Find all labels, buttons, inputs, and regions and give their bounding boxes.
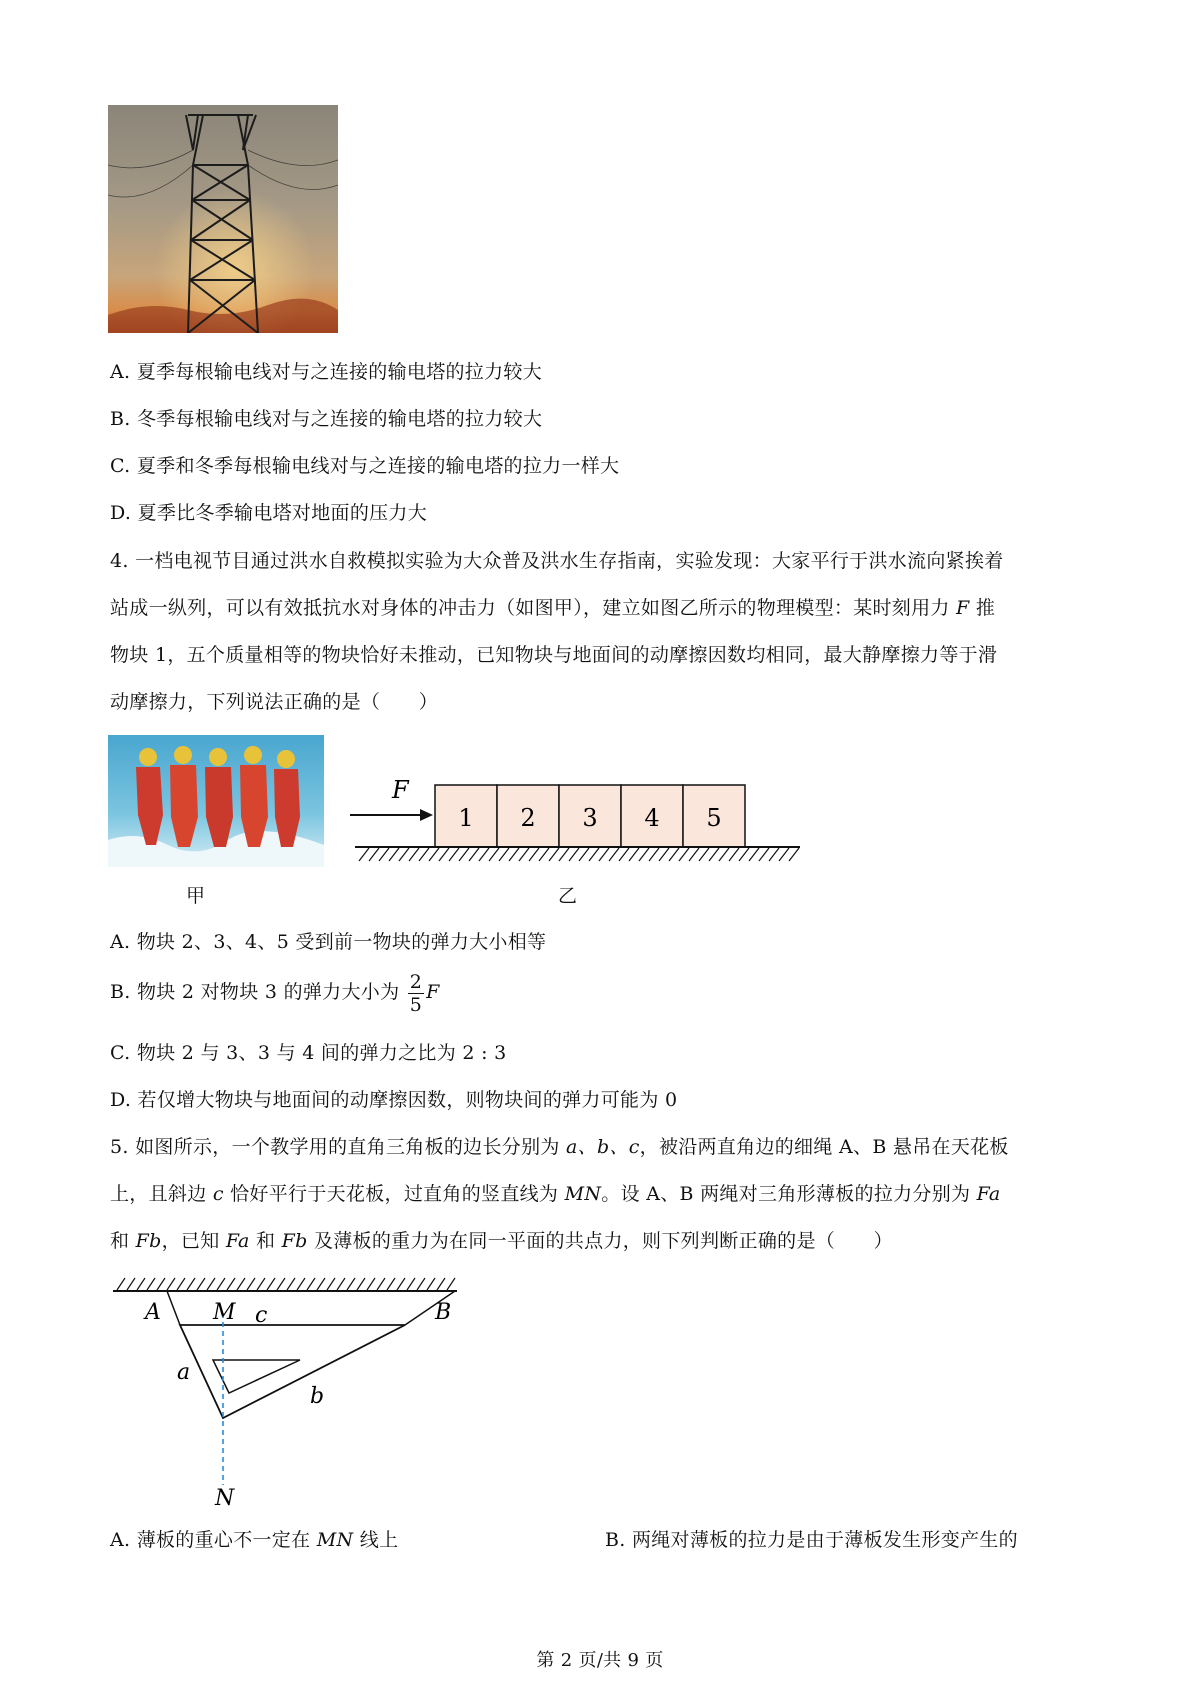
q4-option-d: D. 若仅增大物块与地面间的动摩擦因数，则物块间的弹力可能为 0 [110,1089,678,1111]
q4-stem-line-1: 4. 一档电视节目通过洪水自救模拟实验为大众普及洪水生存指南，实验发现：大家平行于洪水流向紧挨着 [110,550,1004,572]
block-2-label: 2 [520,804,536,832]
block-3 [559,785,621,847]
q5-stem-line-3 [110,1227,893,1255]
force-fb-symbol: Fb [281,1230,308,1252]
q5-option-a [110,1526,398,1554]
q4-stem-line-2-text: 站成一纵列，可以有效抵抗水对身体的冲击力（如图甲），建立如图乙所示的物理模型：某时刻用力 [110,597,950,619]
q5-stem-text: 及薄板的重力为在同一平面的共点力，则下列判断正确的是（ ） [307,1230,893,1252]
label-side-a: a [177,1360,191,1385]
q5-stem-text: 5. 如图所示，一个教学用的直角三角板的边长分别为 [110,1136,567,1158]
force-symbol: F [426,981,440,1003]
block-3-label: 3 [582,804,598,832]
label-a-point: A [145,1300,161,1325]
flood-rescue-photo [108,735,324,867]
q5-stem-text: ，已知 [161,1230,226,1252]
q3-option-d: D. 夏季比冬季输电塔对地面的压力大 [110,502,428,524]
fraction-numerator: 2 [409,970,423,993]
q4-stem-line-2-end: 推 [975,597,996,619]
q5-stem-text: 。设 A、B 两绳对三角形薄板的拉力分别为 [601,1183,977,1205]
q3-option-b: B. 冬季每根输电线对与之连接的输电塔的拉力较大 [110,408,543,430]
q5-stem-text: 上，且斜边 [110,1183,213,1205]
figure-yi-caption: 乙 [558,885,578,907]
label-side-c: c [255,1303,268,1328]
q5-stem-line-1 [110,1133,1009,1161]
block-1 [435,785,497,847]
triangle-plate [180,1325,405,1418]
side-c-symbol: c [212,1183,224,1205]
q5-option-a-end: 线上 [353,1529,399,1551]
force-fa-symbol: Fa [225,1230,250,1252]
triangle-diagram [105,1275,475,1510]
q4-option-c: C. 物块 2 与 3、3 与 4 间的弹力之比为 2 : 3 [110,1042,507,1064]
label-side-b: b [310,1384,325,1409]
triangle-inner-cutout [213,1360,300,1393]
line-mn-symbol: MN [316,1529,354,1551]
q5-stem-text: 恰好平行于天花板，过直角的竖直线为 [223,1183,565,1205]
label-m: M [213,1300,236,1325]
q3-option-a: A. 夏季每根输电线对与之连接的输电塔的拉力较大 [110,361,543,383]
q5-stem-text: 和 [249,1230,282,1252]
q4-option-b-text: B. 物块 2 对物块 3 的弹力大小为 [110,981,400,1003]
side-lengths: a、b、c [566,1136,640,1158]
force-fb-symbol: Fb [135,1230,162,1252]
fraction-denominator: 5 [409,993,423,1016]
q5-option-b: B. 两绳对薄板的拉力是由于薄板发生形变产生的 [605,1529,1018,1551]
q5-stem-text: 和 [110,1230,136,1252]
page-footer: 第 2 页/共 9 页 [536,1650,664,1671]
q4-option-b [110,968,440,1016]
block-4 [621,785,683,847]
q4-option-a: A. 物块 2、3、4、5 受到前一物块的弹力大小相等 [110,931,547,953]
block-5-label: 5 [706,804,722,832]
force-label: F [392,776,409,804]
transmission-tower-photo [108,105,338,333]
force-symbol: F [956,597,970,619]
q3-option-c: C. 夏季和冬季每根输电线对与之连接的输电塔的拉力一样大 [110,455,620,477]
q5-option-a-text: A. 薄板的重心不一定在 [110,1529,317,1551]
block-1-label: 1 [458,804,474,832]
q5-stem-line-2 [110,1180,1001,1208]
line-mn-symbol: MN [564,1183,602,1205]
force-arrowhead [420,809,433,821]
blocks-diagram [345,770,805,880]
q5-stem-text-end: ，被沿两直角边的细绳 A、B 悬吊在天花板 [639,1136,1009,1158]
ground-hatching [359,848,799,861]
block-4-label: 4 [644,804,660,832]
q4-stem-line-4: 动摩擦力，下列说法正确的是（ ） [110,691,439,713]
fraction-two-fifths [408,971,424,1016]
q4-stem-line-2 [110,594,995,622]
block-2 [497,785,559,847]
label-b-point: B [435,1300,452,1325]
string-a [167,1291,180,1325]
label-n: N [215,1486,235,1510]
figure-jia-caption: 甲 [186,885,206,907]
q4-stem-line-3: 物块 1，五个质量相等的物块恰好未推动，已知物块与地面间的动摩擦因数均相同，最大静摩擦力等于滑 [110,644,998,666]
force-fa-symbol: Fa [976,1183,1001,1205]
ceiling-hatching [117,1278,455,1290]
block-5 [683,785,745,847]
